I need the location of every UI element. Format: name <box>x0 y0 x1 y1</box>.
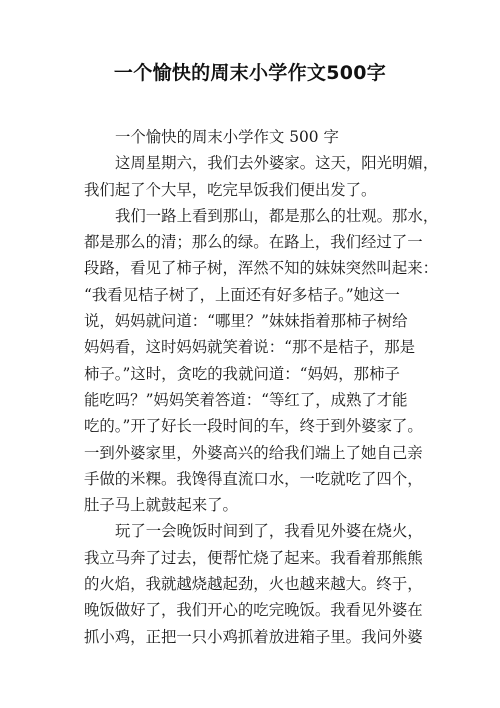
text-line: 能吃吗？”妈妈笑着答道：“等红了，成熟了才能 <box>84 390 408 409</box>
document-body <box>84 124 438 650</box>
text-line: 妈妈看，这时妈妈就笑着说：“那不是桔子，那是 <box>84 338 416 357</box>
document-title: 一个愉快的周末小学作文500字 <box>113 62 387 84</box>
text-line: 吃的。”开了好长一段时间的车，终于到外婆家了。 <box>84 417 423 436</box>
text-line: 我们起了个大早，吃完早饭我们便出发了。 <box>84 180 377 199</box>
text-line: 手做的米粿。我馋得直流口水，一吃就吃了四个， <box>84 469 423 488</box>
text-line: 柿子。”这时，贪吃的我就问道：“妈妈，那柿子 <box>84 364 400 383</box>
text-line-subtitle: 一个愉快的周末小学作文 500 字 <box>115 128 339 146</box>
text-line: 段路，看见了柿子树，浑然不知的妹妹突然叫起来： <box>84 259 438 278</box>
text-line: 说，妈妈就问道：“哪里？”妹妹指着那柿子树给 <box>84 312 408 331</box>
text-line-paragraph-start: 玩了一会晚饭时间到了，我看见外婆在烧火， <box>115 522 423 541</box>
text-line: 一到外婆家里，外婆高兴的给我们端上了她自己亲 <box>84 443 423 462</box>
text-line: 的火焰，我就越烧越起劲，火也越来越大。终于， <box>84 575 423 594</box>
text-line: 我立马奔了过去，便帮忙烧了起来。我看着那熊熊 <box>84 548 423 567</box>
text-line-paragraph-start: 我们一路上看到那山，都是那么的壮观。那水， <box>115 206 439 225</box>
text-line: 晚饭做好了，我们开心的吃完晚饭。我看见外婆在 <box>84 601 423 620</box>
text-line: 抓小鸡，正把一只小鸡抓着放进箱子里。我问外婆 <box>84 627 423 646</box>
text-line: “我看见桔子树了，上面还有好多桔子。”她这一 <box>84 285 400 304</box>
text-line: 肚子马上就鼓起来了。 <box>84 496 238 515</box>
text-line: 都是那么的清；那么的绿。在路上，我们经过了一 <box>84 233 423 252</box>
text-line-paragraph-start: 这周星期六，我们去外婆家。这天，阳光明媚， <box>115 154 439 173</box>
